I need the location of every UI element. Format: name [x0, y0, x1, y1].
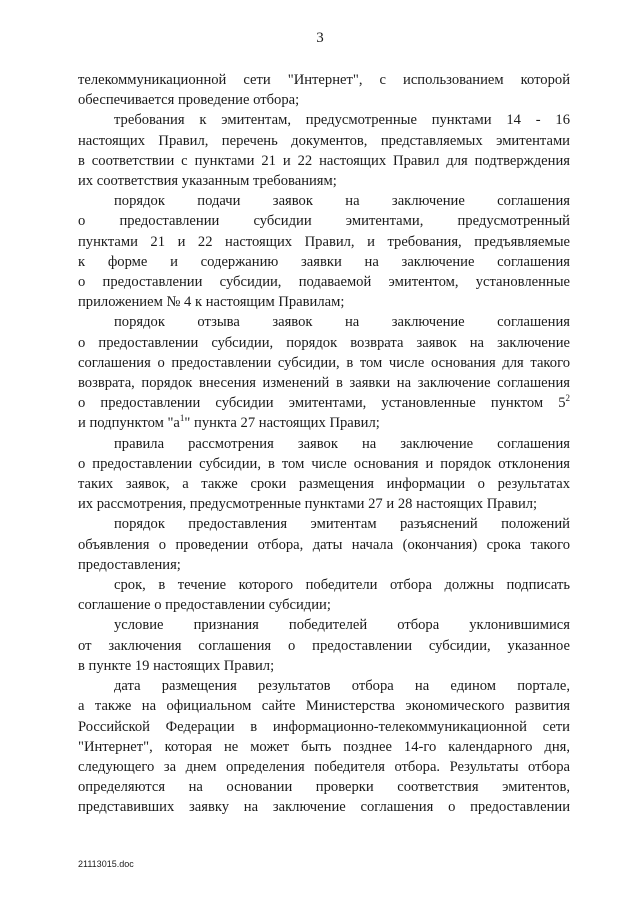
paragraph	[78, 575, 570, 615]
text-fragment: " пункта 27 настоящих Правил;	[184, 415, 380, 432]
paragraph	[78, 191, 570, 312]
text-line: их соответствия указанным требованиям;	[78, 173, 337, 190]
text-line: о предоставлении субсидии, в том числе основания и порядок отклонения	[78, 455, 570, 472]
text-fragment: о предоставлении субсидии эмитентами, установленные пунктом 5	[78, 395, 566, 412]
text-line: порядок отзыва заявок на заключение соглашения	[114, 314, 570, 331]
text-line: в пункте 19 настоящих Правил;	[78, 657, 275, 674]
text-line: порядок подачи заявок на заключение соглашения	[114, 193, 570, 210]
text-line: пунктами 21 и 22 настоящих Правил, и требования, предъявляемые	[78, 233, 570, 250]
text-line: о предоставлении субсидии эмитентами, предусмотренный	[78, 213, 570, 230]
text-line: срок, в течение которого победители отбора должны подписать	[114, 577, 570, 594]
text-line: таких заявок, а также сроки размещения информации о результатах	[78, 476, 570, 493]
paragraph	[78, 514, 570, 575]
paragraph	[78, 615, 570, 676]
text-line: Российской Федерации в информационно-телекоммуникационной сети	[78, 718, 570, 735]
text-line: их рассмотрения, предусмотренные пунктами 27 и 28 настоящих Правил;	[78, 496, 538, 513]
page-number: 3	[316, 30, 324, 46]
text-line: "Интернет", которая не может быть позднее 14-го календарного дня,	[78, 738, 570, 755]
text-line: о предоставлении субсидии, подаваемой эмитентом, установленные	[78, 274, 570, 291]
text-line: следующего за днем определения победителя отбора. Результаты отбора	[78, 758, 570, 775]
text-line: представивших заявку на заключение соглашения о предоставлении	[78, 799, 570, 816]
text-line: обеспечивается проведение отбора;	[78, 92, 300, 109]
superscript: 2	[565, 393, 570, 404]
text-line: порядок предоставления эмитентам разъяснений положений	[114, 516, 570, 533]
paragraph	[78, 434, 570, 515]
footer-file-code: 21113015.doc	[78, 859, 134, 869]
text-line: от заключения соглашения о предоставлении субсидии, указанное	[78, 637, 570, 654]
text-line	[78, 413, 570, 433]
text-line: настоящих Правил, перечень документов, представляемых эмитентами	[78, 132, 570, 149]
text-line: в соответствии с пунктами 21 и 22 настоящих Правил для подтверждения	[78, 152, 570, 169]
text-line: соглашение о предоставлении субсидии;	[78, 597, 331, 614]
text-line: условие признания победителей отбора уклонившимися	[114, 617, 570, 634]
text-line: а также на официальном сайте Министерства экономического развития	[78, 698, 570, 715]
text-line: приложением № 4 к настоящим Правилам;	[78, 294, 345, 311]
text-fragment: и подпунктом "а	[78, 415, 180, 432]
paragraph	[78, 312, 570, 433]
paragraph	[78, 70, 570, 110]
superscript: 1	[179, 413, 185, 424]
text-line: о предоставлении субсидии, порядок возврата заявок на заключение	[78, 334, 570, 351]
text-line: телекоммуникационной сети "Интернет", с использованием которой	[78, 72, 570, 88]
document-body	[78, 70, 570, 818]
text-line: возврата, порядок внесения изменений в заявки на заключение соглашения	[78, 375, 570, 392]
text-line: предоставления;	[78, 556, 181, 573]
paragraph	[78, 110, 570, 191]
text-line	[78, 393, 570, 413]
text-line: соглашения о предоставлении субсидии, в том числе основания для такого	[78, 354, 570, 371]
text-line: к форме и содержанию заявки на заключение соглашения	[78, 253, 570, 270]
text-line: дата размещения результатов отбора на едином портале,	[114, 678, 570, 695]
text-line: определяются на основании проверки соответствия эмитентов,	[78, 779, 570, 796]
text-line: правила рассмотрения заявок на заключение соглашения	[114, 435, 570, 452]
paragraph	[78, 676, 570, 817]
text-line: объявления о проведении отбора, даты начала (окончания) срока такого	[78, 536, 570, 553]
text-line: требования к эмитентам, предусмотренные пунктами 14 - 16	[114, 112, 570, 129]
